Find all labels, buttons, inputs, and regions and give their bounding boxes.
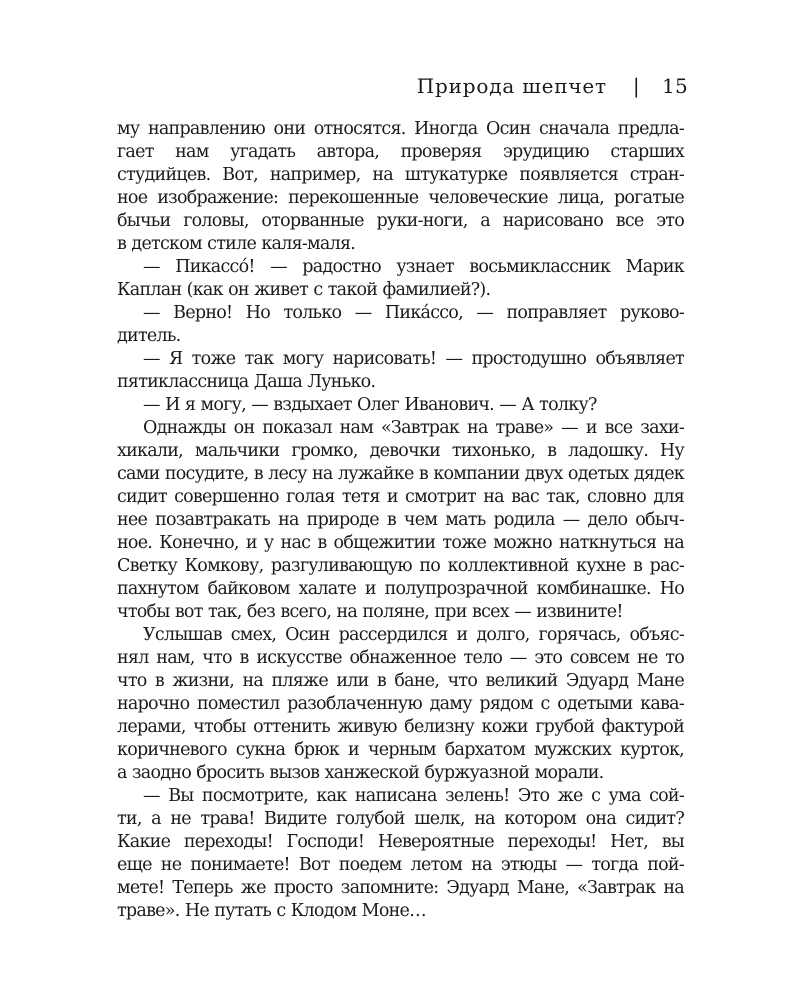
text-line: дитель. (117, 326, 181, 346)
text-line: пахнутом байковом халате и полупрозрачной комбинашке. Но (117, 579, 684, 599)
text-line: нее позавтракать на природе в чем мать родила — дело обыч- (117, 510, 684, 530)
text-line: чтобы вот так, без всего, на поляне, при всех — извините! (117, 602, 623, 622)
text-line: мете! Теперь же просто запомните: Эдуард Мане, «Завтрак на (117, 878, 684, 898)
text-line: — Вы посмотрите, как написана зелень! Это же с ума сой- (143, 786, 684, 806)
paragraph (117, 302, 684, 348)
text-line: нял нам, что в искусстве обнаженное тело — это совсем не то (117, 648, 684, 668)
text-line: ное. Конечно, и у нас в общежитии тоже можно наткнуться на (117, 533, 684, 553)
paragraph (117, 118, 684, 256)
text-line: студийцев. Вот, например, на штукатурке появляется стран- (117, 165, 684, 185)
text-line: ти, а не трава! Видите голубой шелк, на котором она сидит? (117, 809, 684, 829)
header-separator: | (632, 74, 640, 98)
paragraph (117, 624, 684, 785)
text-line: Каплан (как он живет с такой фамилией?). (117, 280, 491, 300)
paragraph (117, 785, 684, 923)
text-line: а заодно бросить вызов ханжеской буржуазной морали. (117, 763, 604, 783)
text-line: — Верно! Но только — Пикáссо, — поправляет руково- (143, 303, 684, 323)
text-line: сами посудите, в лесу на лужайке в компании двух одетых дядек (117, 464, 684, 484)
page-number: 15 (661, 74, 688, 98)
text-line: что в жизни, на пляже или в бане, что великий Эдуард Мане (117, 671, 684, 691)
text-line: — И я могу, — вздыхает Олег Иванович. — А толку? (143, 395, 597, 415)
text-line: в детском стиле каля-маля. (117, 234, 356, 254)
text-line: гает нам угадать автора, проверяя эрудицию старших (117, 142, 684, 162)
text-line: му направлению они относятся. Иногда Осин сначала предла- (117, 119, 684, 139)
text-line: Какие переходы! Господи! Невероятные переходы! Нет, вы (117, 832, 684, 852)
body-text (117, 118, 684, 923)
text-line: хикали, мальчики громко, девочки тихонько, в ладошку. Ну (117, 441, 684, 461)
paragraph (117, 348, 684, 394)
text-line: ное изображение: перекошенные человеческие лица, рогатые (117, 188, 684, 208)
text-line: Светку Комкову, разгуливающую по коллективной кухне в рас- (117, 556, 684, 576)
running-header (100, 74, 688, 104)
text-line: сидит совершенно голая тетя и смотрит на вас так, словно для (117, 487, 684, 507)
text-line: бычьи головы, оторванные руки-ноги, а нарисовано все это (117, 211, 684, 231)
text-line: — Я тоже так могу нарисовать! — простодушно объявляет (143, 349, 684, 369)
paragraph (117, 256, 684, 302)
text-line: лерами, чтобы оттенить живую белизну кожи грубой фактурой (117, 717, 684, 737)
paragraph (117, 417, 684, 624)
text-line: траве». Не путать с Клодом Моне… (117, 901, 426, 921)
chapter-title: Природа шепчет (416, 74, 607, 98)
text-line: еще не понимаете! Вот поедем летом на этюды — тогда пой- (117, 855, 684, 875)
text-line: нарочно поместил разоблаченную даму рядом с одетыми кава- (117, 694, 684, 714)
text-line: пятиклассница Даша Лунько. (117, 372, 376, 392)
paragraph (117, 394, 684, 417)
text-line: Услышав смех, Осин рассердился и долго, горячась, объяс- (143, 625, 684, 645)
text-line: Однажды он показал нам «Завтрак на траве» — и все захи- (143, 418, 684, 438)
text-line: коричневого сукна брюк и черным бархатом мужских курток, (117, 740, 684, 760)
text-line: — Пикассó! — радостно узнает восьмиклассник Марик (143, 257, 684, 277)
